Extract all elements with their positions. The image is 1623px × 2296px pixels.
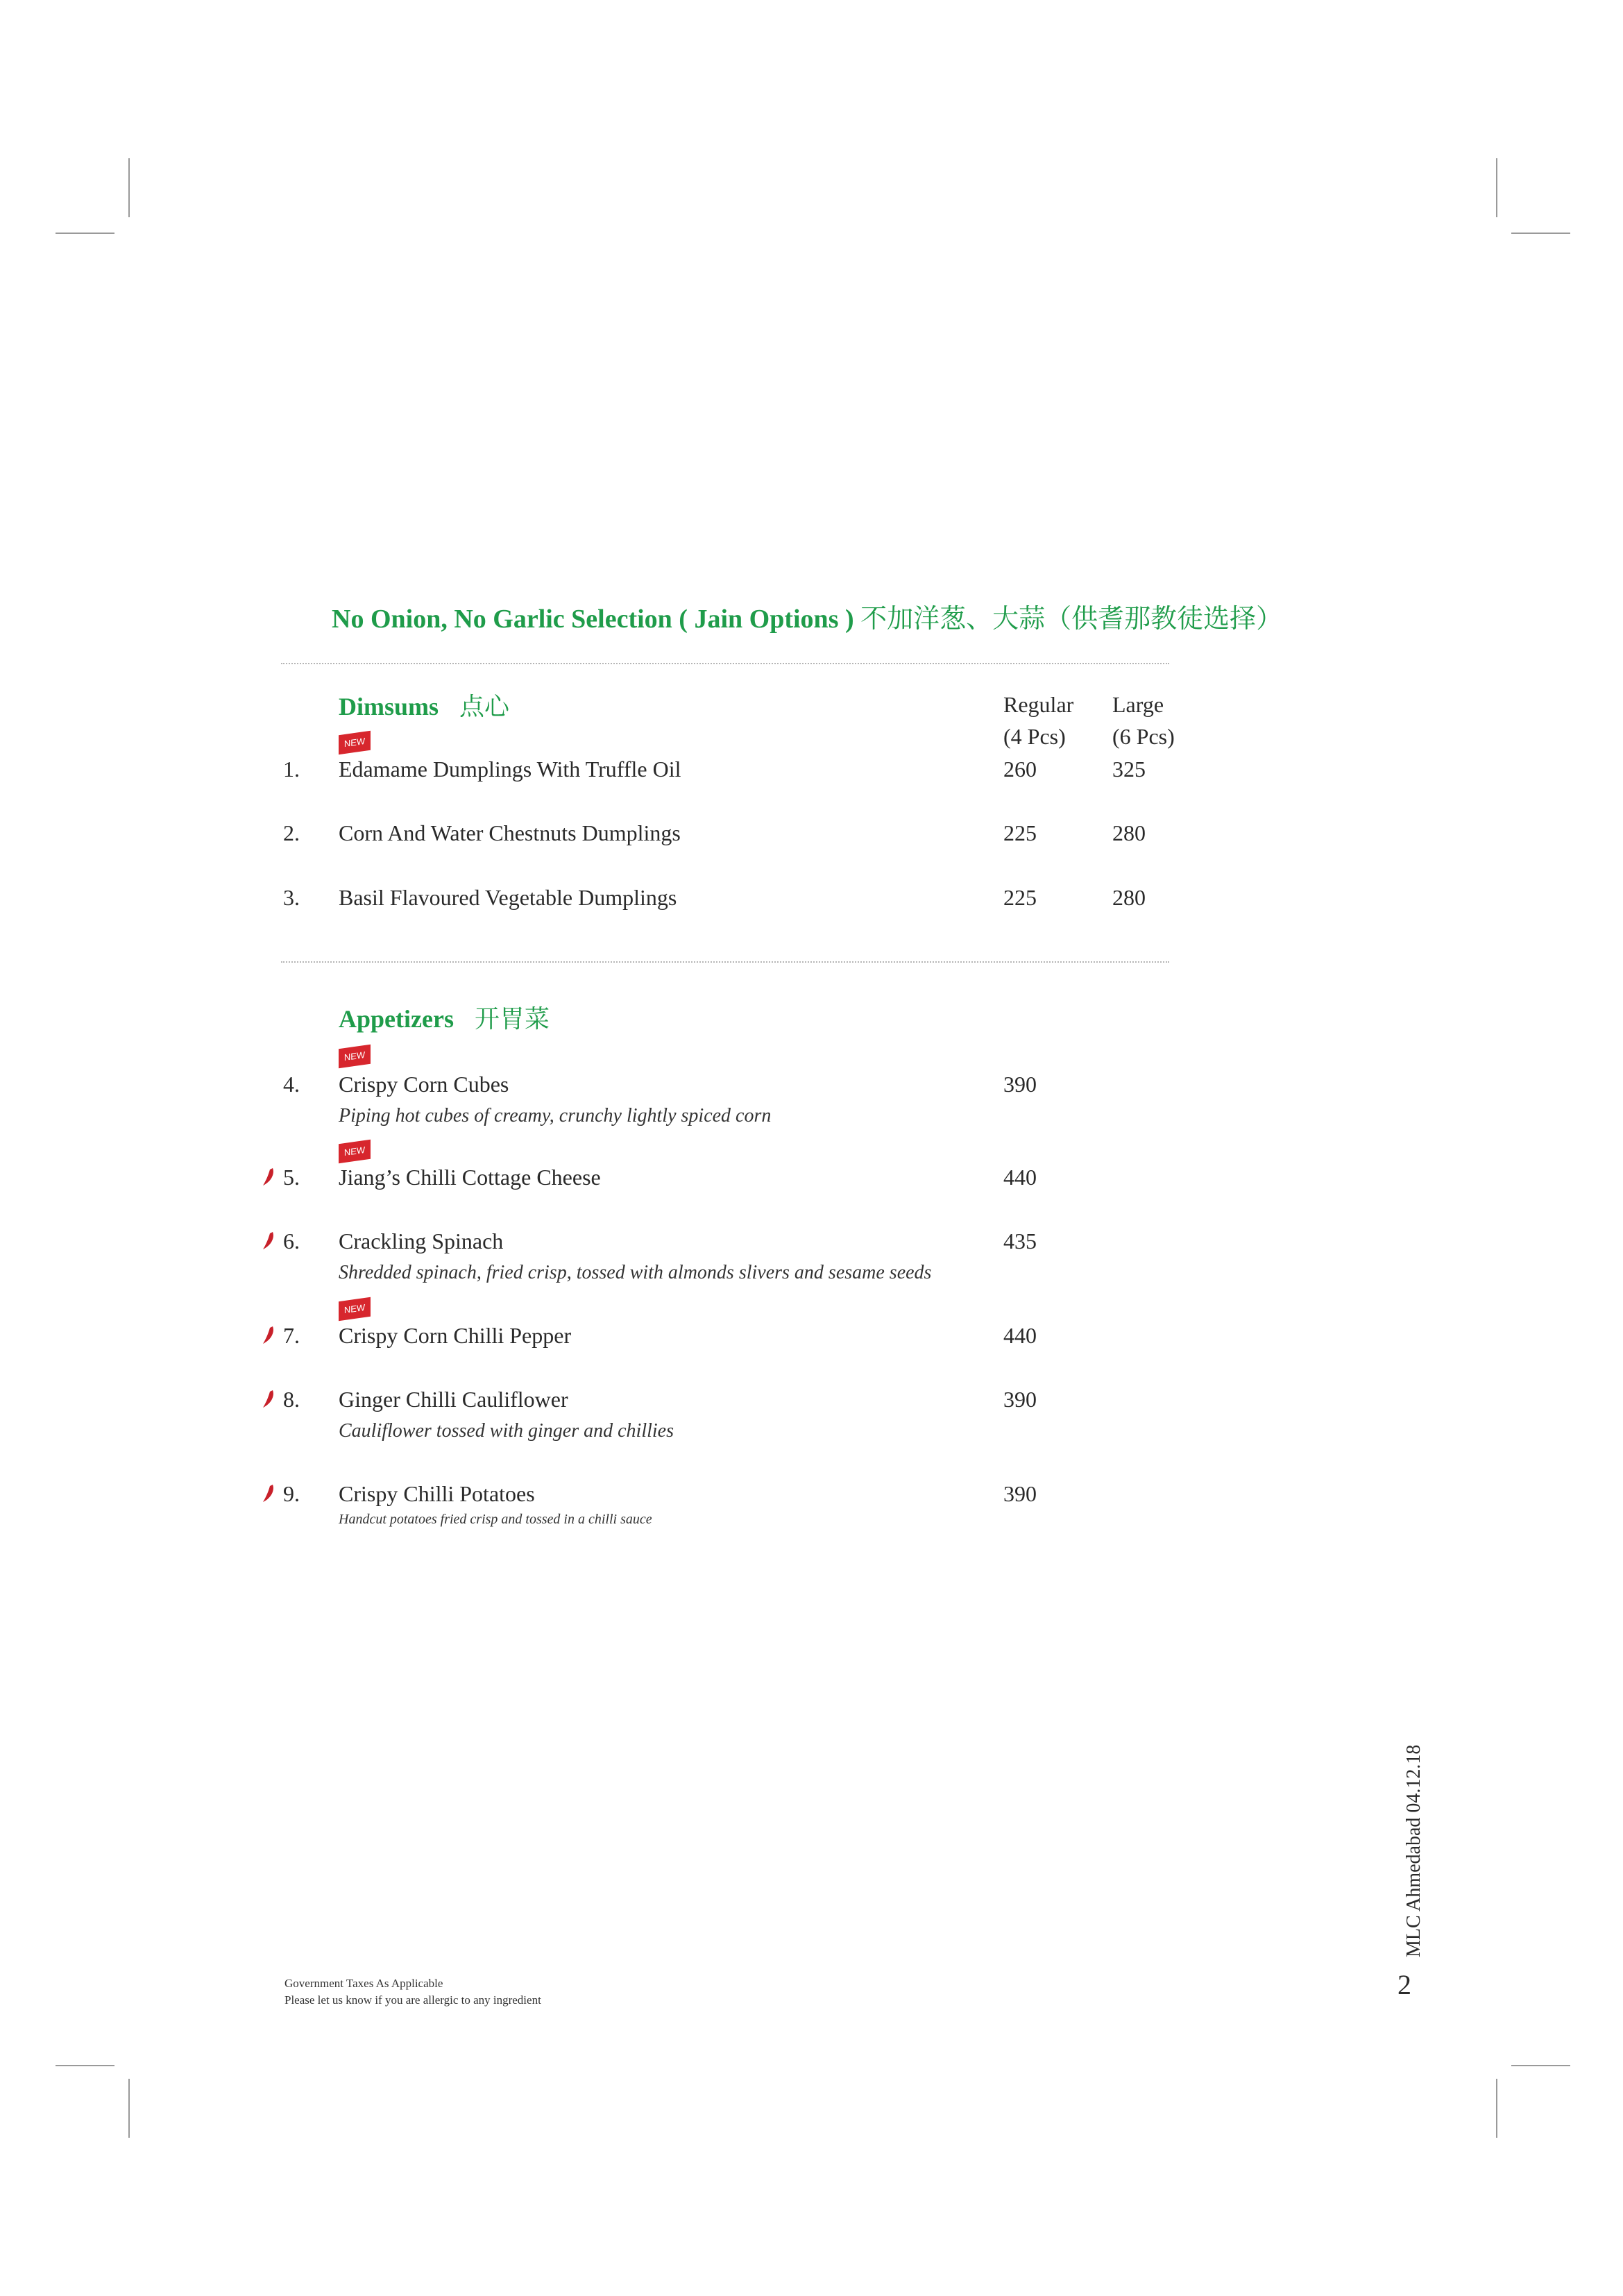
- column-header-label: Large: [1112, 692, 1164, 717]
- page-title-en: No Onion, No Garlic Selection ( Jain Options ): [332, 605, 854, 634]
- item-name: Ginger Chilli Cauliflower: [339, 1387, 568, 1412]
- item-name: Corn And Water Chestnuts Dumplings: [339, 820, 681, 845]
- item-price-regular: 225: [1003, 885, 1037, 910]
- new-badge-icon: NEW: [339, 1045, 371, 1068]
- chilli-icon: [261, 1483, 276, 1503]
- footer-allergy: Please let us know if you are allergic to any ingredient: [284, 1993, 541, 2007]
- item-price: 390: [1003, 1387, 1037, 1412]
- section-heading-en: Dimsums: [339, 693, 439, 720]
- new-badge-icon: NEW: [339, 1140, 371, 1163]
- section-divider: [281, 663, 1169, 664]
- item-price: 390: [1003, 1481, 1037, 1506]
- item-name: Basil Flavoured Vegetable Dumplings: [339, 885, 677, 910]
- crop-mark: [128, 158, 130, 217]
- crop-mark: [1496, 158, 1497, 217]
- item-price-large: 325: [1112, 757, 1146, 782]
- item-number: 3.: [283, 885, 300, 910]
- section-divider: [281, 961, 1169, 963]
- item-price-large: 280: [1112, 820, 1146, 845]
- item-price: 390: [1003, 1072, 1037, 1097]
- page-title-zh: 不加洋葱、大蒜（供耆那教徒选择）: [860, 605, 1283, 634]
- item-name: Crispy Corn Chilli Pepper: [339, 1323, 572, 1348]
- item-number: 1.: [283, 757, 300, 782]
- item-description: Handcut potatoes fried crisp and tossed in a chilli sauce: [339, 1512, 652, 1527]
- chilli-icon: [261, 1324, 276, 1345]
- footer-taxes: Government Taxes As Applicable: [284, 1977, 443, 1990]
- document-code: MLC Ahmedabad 04.12.18: [1403, 1744, 1425, 1957]
- column-header-sublabel: (6 Pcs): [1112, 724, 1175, 749]
- new-badge-icon: NEW: [339, 1297, 371, 1321]
- item-name: Jiang’s Chilli Cottage Cheese: [339, 1165, 601, 1190]
- crop-mark: [1496, 2079, 1497, 2138]
- section-heading-en: Appetizers: [339, 1005, 454, 1033]
- page-title: [332, 597, 1282, 635]
- item-name: Edamame Dumplings With Truffle Oil: [339, 757, 681, 782]
- chilli-icon: [261, 1230, 276, 1251]
- item-number: 9.: [283, 1481, 300, 1506]
- item-price: 440: [1003, 1323, 1037, 1348]
- item-description: Piping hot cubes of creamy, crunchy lightly spiced corn: [339, 1105, 772, 1126]
- crop-mark: [56, 233, 114, 234]
- column-header-label: Regular: [1003, 692, 1074, 717]
- page-number: 2: [1397, 1969, 1411, 2000]
- crop-mark: [1511, 2065, 1570, 2066]
- section-heading-zh: 开胃菜: [474, 1005, 550, 1033]
- item-number: 7.: [283, 1323, 300, 1348]
- item-description: Shredded spinach, fried crisp, tossed with almonds slivers and sesame seeds: [339, 1262, 932, 1283]
- footer-note: [284, 1975, 541, 2009]
- new-badge-icon: NEW: [339, 731, 371, 754]
- item-price-regular: 260: [1003, 757, 1037, 782]
- section-heading-zh: 点心: [459, 693, 510, 720]
- chilli-icon: [261, 1388, 276, 1409]
- item-description: Cauliflower tossed with ginger and chillies: [339, 1420, 674, 1442]
- item-number: 4.: [283, 1072, 300, 1097]
- section-heading-appetizers: [339, 999, 550, 1035]
- item-name: Crispy Chilli Potatoes: [339, 1481, 535, 1506]
- crop-mark: [128, 2079, 130, 2138]
- item-price: 440: [1003, 1165, 1037, 1190]
- column-header-sublabel: (4 Pcs): [1003, 724, 1066, 749]
- item-name: Crackling Spinach: [339, 1229, 504, 1253]
- item-price-large: 280: [1112, 885, 1146, 910]
- crop-mark: [1511, 233, 1570, 234]
- item-price-regular: 225: [1003, 820, 1037, 845]
- item-price: 435: [1003, 1229, 1037, 1253]
- chilli-icon: [261, 1166, 276, 1187]
- item-number: 5.: [283, 1165, 300, 1190]
- item-number: 2.: [283, 820, 300, 845]
- item-number: 6.: [283, 1229, 300, 1253]
- item-name: Crispy Corn Cubes: [339, 1072, 509, 1097]
- column-header-large: [1112, 689, 1175, 752]
- item-number: 8.: [283, 1387, 300, 1412]
- column-header-regular: [1003, 689, 1073, 752]
- section-heading-dimsums: [339, 687, 509, 723]
- crop-mark: [56, 2065, 114, 2066]
